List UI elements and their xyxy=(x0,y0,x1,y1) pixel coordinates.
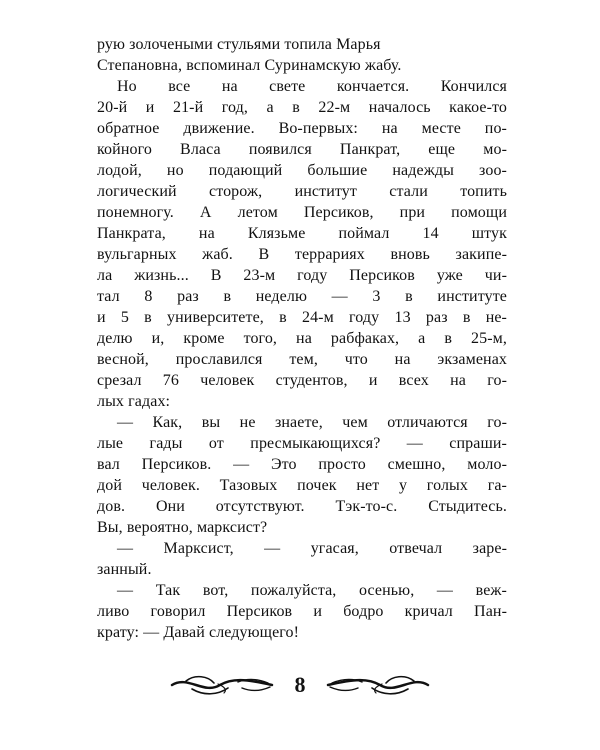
text-line: понемногу. А летом Персиков, при помощи xyxy=(97,204,507,221)
text-line: Степановна, вспоминал Суринамскую жабу. xyxy=(97,57,402,74)
text-line: весной, прославился тем, что на экзаменах xyxy=(97,351,507,368)
text-line: делю и, кроме того, на рабфаках, а в 25-м, xyxy=(97,330,507,347)
text-line: вал Персиков. — Это просто смешно, моло- xyxy=(97,456,507,473)
page-footer xyxy=(0,665,600,709)
text-line: дов. Они отсутствуют. Тэк-то-с. Стыдитесь. xyxy=(97,498,507,515)
text-line: ла жизнь... В 23-м году Персиков уже чи- xyxy=(97,267,507,284)
dialogue-line: — Так вот, пожалуйста, осенью, — веж- xyxy=(117,582,507,599)
text-line: 20-й и 21-й год, а в 22-м началось какое-то xyxy=(97,99,507,116)
paragraph-first-line: Но все на свете кончается. Кончился xyxy=(117,78,507,95)
page-number: 8 xyxy=(294,672,306,697)
text-line: Панкрата, на Клязьме поймал 14 штук xyxy=(97,225,507,242)
text-line: тал 8 раз в неделю — 3 в институте xyxy=(97,288,507,305)
text-line: и 5 в университете, в 24-м году 13 раз в не- xyxy=(97,309,507,326)
text-line: ливо говорил Персиков и бодро кричал Пан- xyxy=(97,603,507,620)
text-line: логический сторож, институт стали топить xyxy=(97,183,507,200)
flourish-right-icon xyxy=(326,673,430,697)
flourish-left-icon xyxy=(170,673,274,697)
dialogue-line: — Как, вы не знаете, чем отличаются го- xyxy=(117,414,507,431)
text-line: обратное движение. Во-первых: на месте по- xyxy=(97,120,507,137)
text-line: занный. xyxy=(97,561,152,578)
text-line: вульгарных жаб. В террариях вновь закипе- xyxy=(97,246,507,263)
text-line: Вы, вероятно, марксист? xyxy=(97,519,268,536)
text-line: койного Власа появился Панкрат, еще мо- xyxy=(97,141,507,158)
text-line: лодой, но подающий большие надежды зоо- xyxy=(97,162,507,179)
text-line: лых гадах: xyxy=(97,393,171,410)
text-line: лые гады от пресмыкающихся? — спраши- xyxy=(97,435,507,452)
text-line: крату: — Давай следующего! xyxy=(97,624,300,641)
dialogue-line: — Марксист, — угасая, отвечал заре- xyxy=(117,540,507,557)
text-line: дой человек. Тазовых почек нет у голых га- xyxy=(97,477,507,494)
text-line: рую золочеными стульями топила Марья xyxy=(97,36,381,53)
text-line: срезал 76 человек студентов, и всех на го- xyxy=(97,372,507,389)
